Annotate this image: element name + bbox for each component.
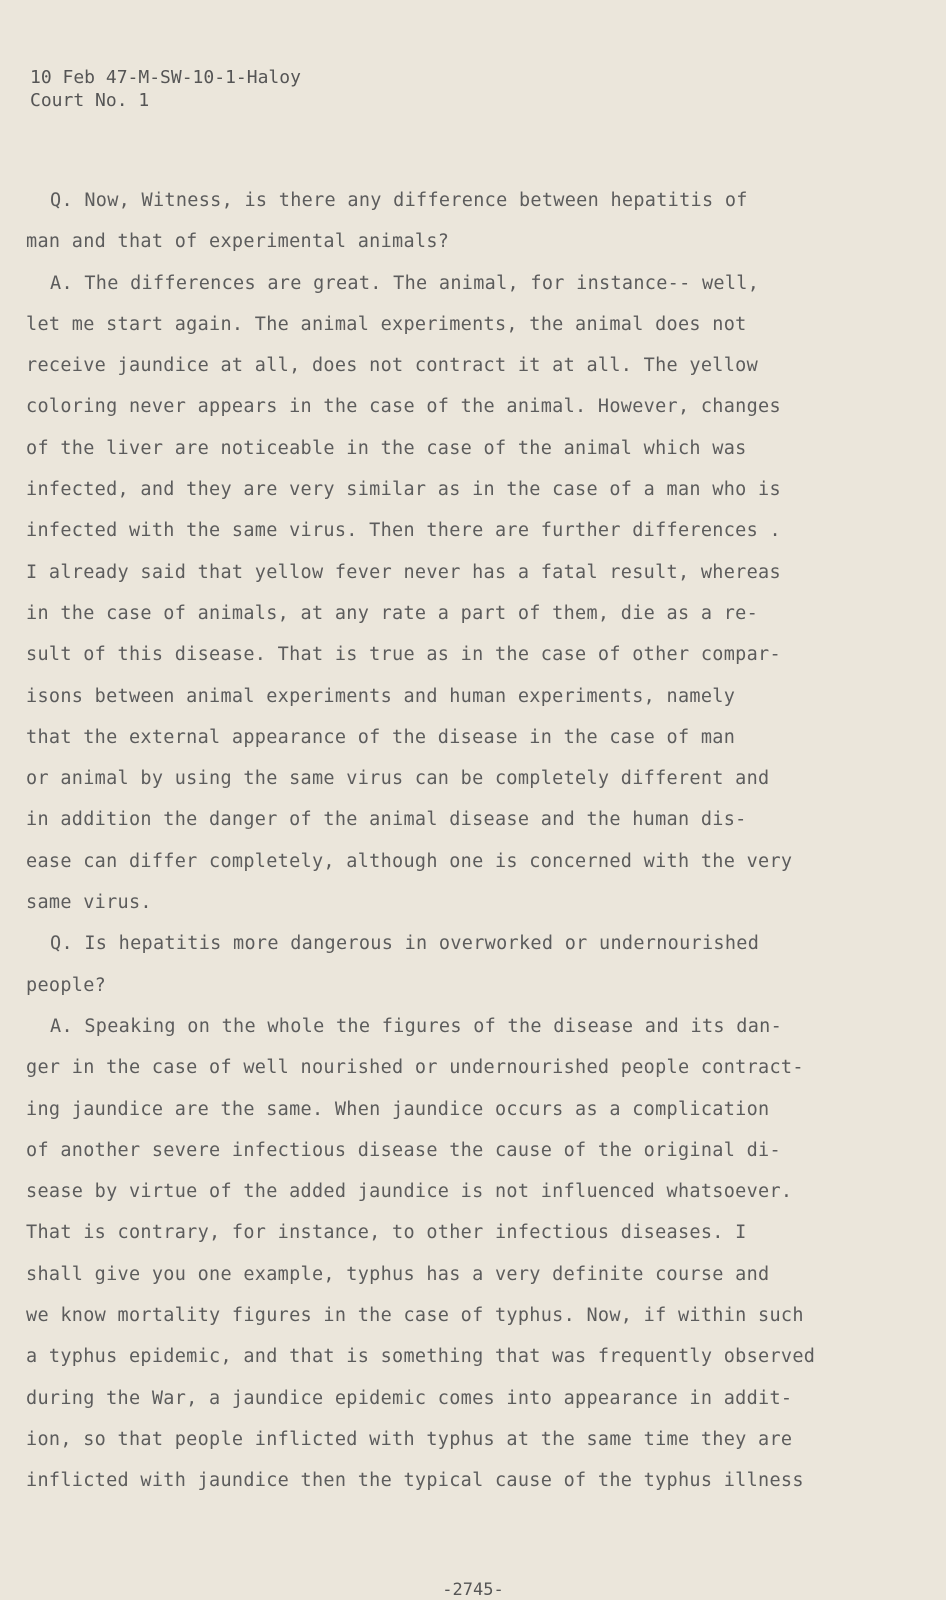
text-line: during the War, a jaundice epidemic comes into appearance in addit- bbox=[26, 1387, 793, 1409]
text-line: man and that of experimental animals? bbox=[26, 231, 450, 253]
text-line: or animal by using the same virus can be completely different and bbox=[26, 768, 770, 790]
text-line: ease can differ completely, although one is concerned with the very bbox=[26, 850, 793, 872]
header-court-line: Court No. 1 bbox=[30, 90, 150, 111]
text-line: let me start again. The animal experiments, the animal does not bbox=[26, 313, 747, 335]
text-line: in the case of animals, at any rate a part of them, die as a re- bbox=[26, 602, 759, 624]
document-header bbox=[30, 66, 301, 112]
text-line: ing jaundice are the same. When jaundice occurs as a complication bbox=[26, 1098, 770, 1120]
text-line: isons between animal experiments and human experiments, namely bbox=[26, 685, 736, 707]
text-line: we know mortality figures in the case of typhus. Now, if within such bbox=[26, 1305, 804, 1327]
text-line: sult of this disease. That is true as in the case of other compar- bbox=[26, 644, 781, 666]
text-line: inflicted with jaundice then the typical cause of the typhus illness bbox=[26, 1470, 804, 1492]
text-line: I already said that yellow fever never has a fatal result, whereas bbox=[26, 561, 781, 583]
text-line: same virus. bbox=[26, 892, 152, 914]
text-line: ger in the case of well nourished or undernourished people contract- bbox=[26, 1057, 804, 1079]
text-line: receive jaundice at all, does not contract it at all. The yellow bbox=[26, 355, 759, 377]
text-line: of another severe infectious disease the cause of the original di- bbox=[26, 1139, 781, 1161]
text-line: a typhus epidemic, and that is something that was frequently observed bbox=[26, 1346, 816, 1368]
text-line: A. The differences are great. The animal, for instance-- well, bbox=[50, 272, 760, 294]
page-number: -2745- bbox=[442, 1580, 504, 1600]
text-line: people? bbox=[26, 974, 107, 996]
text-line: That is contrary, for instance, to other infectious diseases. I bbox=[26, 1222, 747, 1244]
text-line: Q. Is hepatitis more dangerous in overworked or undernourished bbox=[50, 933, 760, 955]
text-line: shall give you one example, typhus has a very definite course and bbox=[26, 1263, 770, 1285]
text-line: infected with the same virus. Then there are further differences . bbox=[26, 520, 781, 542]
text-line: that the external appearance of the disease in the case of man bbox=[26, 726, 736, 748]
transcript-body bbox=[26, 186, 906, 1508]
header-case-line: 10 Feb 47-M-SW-10-1-Haloy bbox=[30, 67, 301, 88]
text-line: ion, so that people inflicted with typhus at the same time they are bbox=[26, 1428, 793, 1450]
text-line: infected, and they are very similar as in the case of a man who is bbox=[26, 479, 781, 501]
text-line: A. Speaking on the whole the figures of the disease and its dan- bbox=[50, 1015, 783, 1037]
text-line: coloring never appears in the case of the animal. However, changes bbox=[26, 396, 781, 418]
text-line: Q. Now, Witness, is there any difference between hepatitis of bbox=[50, 190, 748, 211]
text-line: in addition the danger of the animal disease and the human dis- bbox=[26, 809, 747, 831]
text-line: sease by virtue of the added jaundice is not influenced whatsoever. bbox=[26, 1181, 793, 1203]
text-line: of the liver are noticeable in the case of the animal which was bbox=[26, 437, 747, 459]
